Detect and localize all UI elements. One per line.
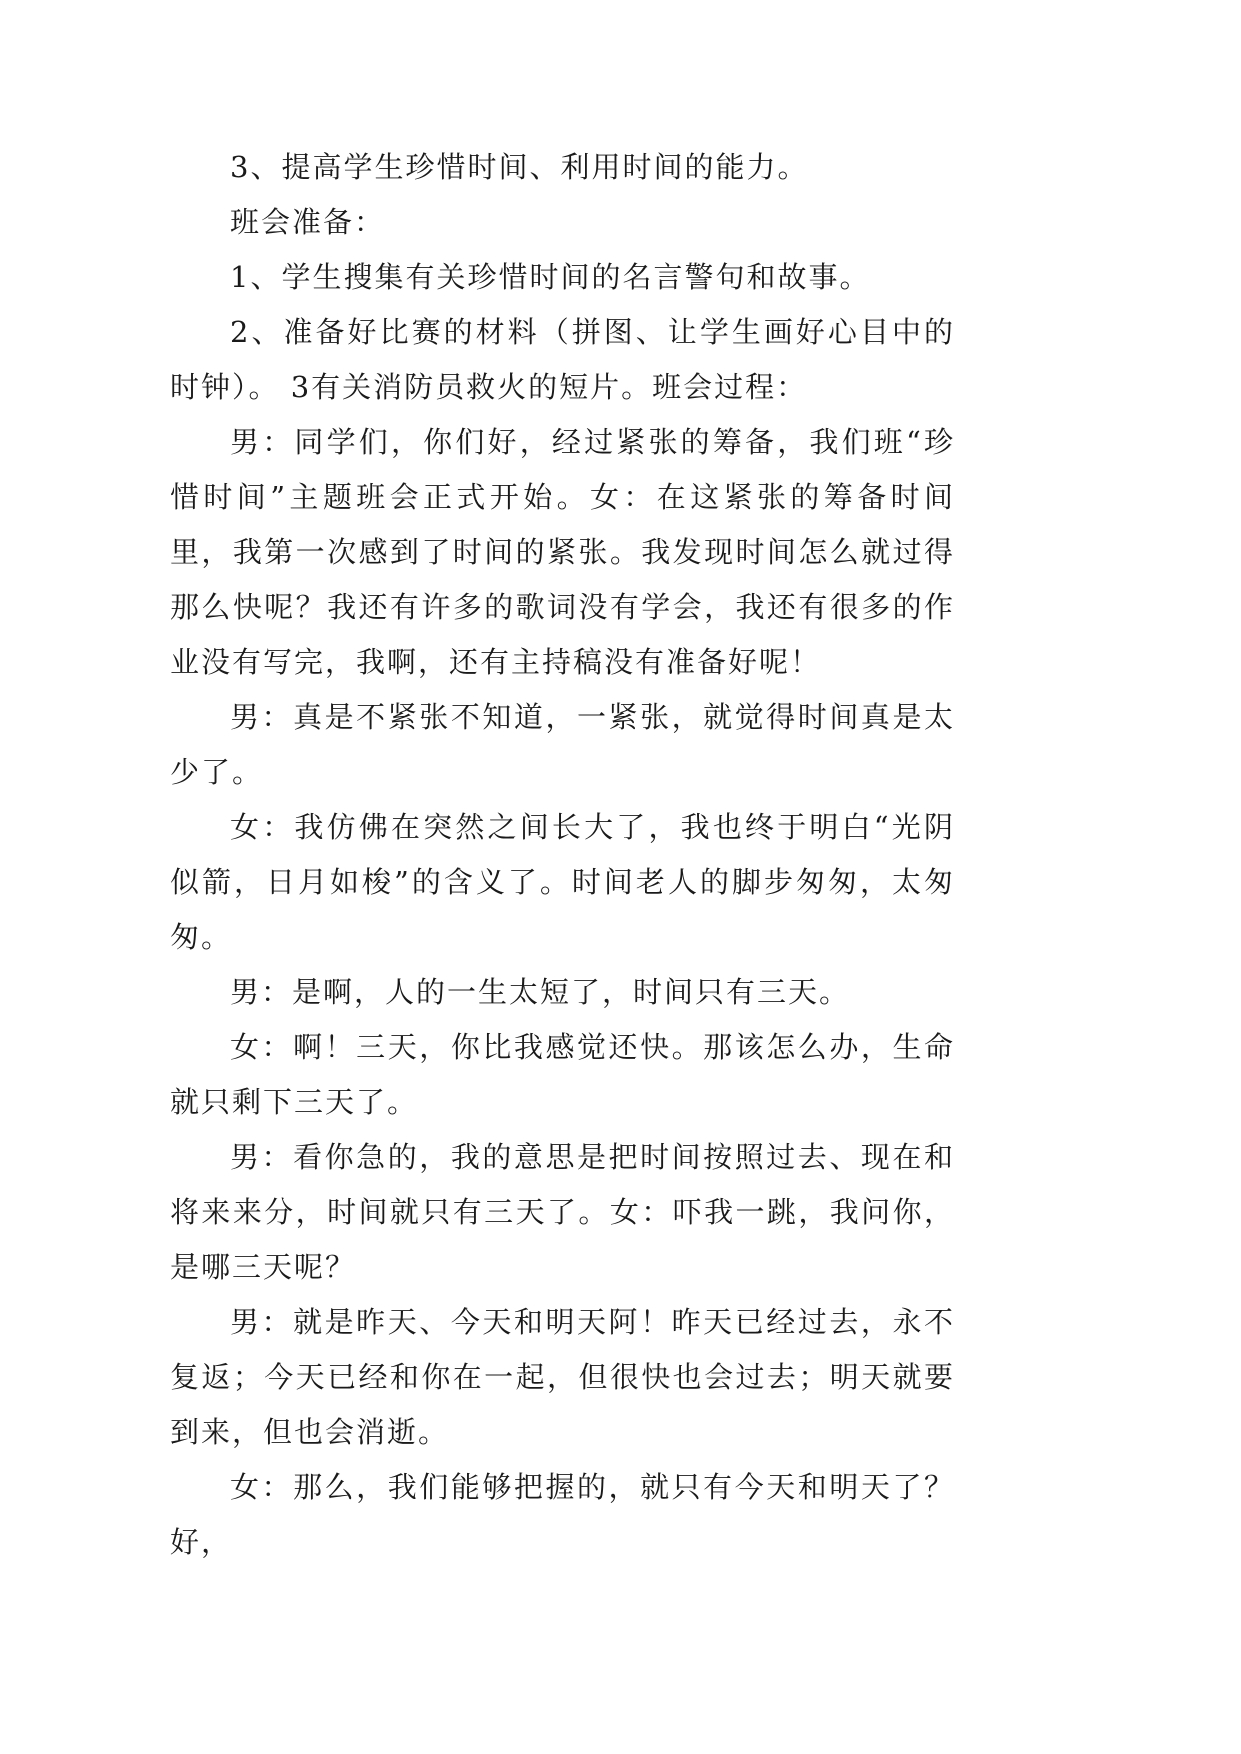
paragraph-dialogue-8: 女：那么，我们能够把握的，就只有今天和明天了？好， xyxy=(170,1470,955,1559)
paragraph-dialogue-6: 男：看你急的，我的意思是把时间按照过去、现在和将来来分，时间就只有三天了。女：吓我一跳，我问你，是哪三天呢？ xyxy=(170,1140,955,1284)
paragraph-dialogue-5: 女：啊！三天，你比我感觉还快。那该怎么办，生命就只剩下三天了。 xyxy=(170,1030,955,1119)
paragraph-preparation-2: 2、准备好比赛的材料（拼图、让学生画好心目中的时钟）。 3有关消防员救火的短片。班会过程： xyxy=(170,315,955,404)
paragraph-preparation-heading: 班会准备： xyxy=(230,205,386,239)
document-body xyxy=(170,140,955,1570)
paragraph-dialogue-3: 女：我仿佛在突然之间长大了，我也终于明白“光阴似箭，日月如梭”的含义了。时间老人的脚步匆匆，太匆匆。 xyxy=(170,810,955,954)
paragraph-dialogue-4: 男：是啊，人的一生太短了，时间只有三天。 xyxy=(230,975,851,1009)
paragraph-dialogue-7: 男：就是昨天、今天和明天阿！昨天已经过去，永不复返；今天已经和你在一起，但很快也会过去；明天就要到来，但也会消逝。 xyxy=(170,1305,955,1449)
paragraph-preparation-1: 1、学生搜集有关珍惜时间的名言警句和故事。 xyxy=(230,260,871,294)
paragraph-dialogue-2: 男：真是不紧张不知道，一紧张，就觉得时间真是太少了。 xyxy=(170,700,955,789)
paragraph-dialogue-1: 男：同学们，你们好，经过紧张的筹备，我们班“珍惜时间”主题班会正式开始。女：在这紧张的筹备时间里，我第一次感到了时间的紧张。我发现时间怎么就过得那么快呢？我还有许多的歌词没有学会，我还有很多的作业没有写完，我啊，还有主持稿没有准备好呢！ xyxy=(170,425,955,679)
paragraph-goal-3: 3、提高学生珍惜时间、利用时间的能力。 xyxy=(230,150,809,184)
